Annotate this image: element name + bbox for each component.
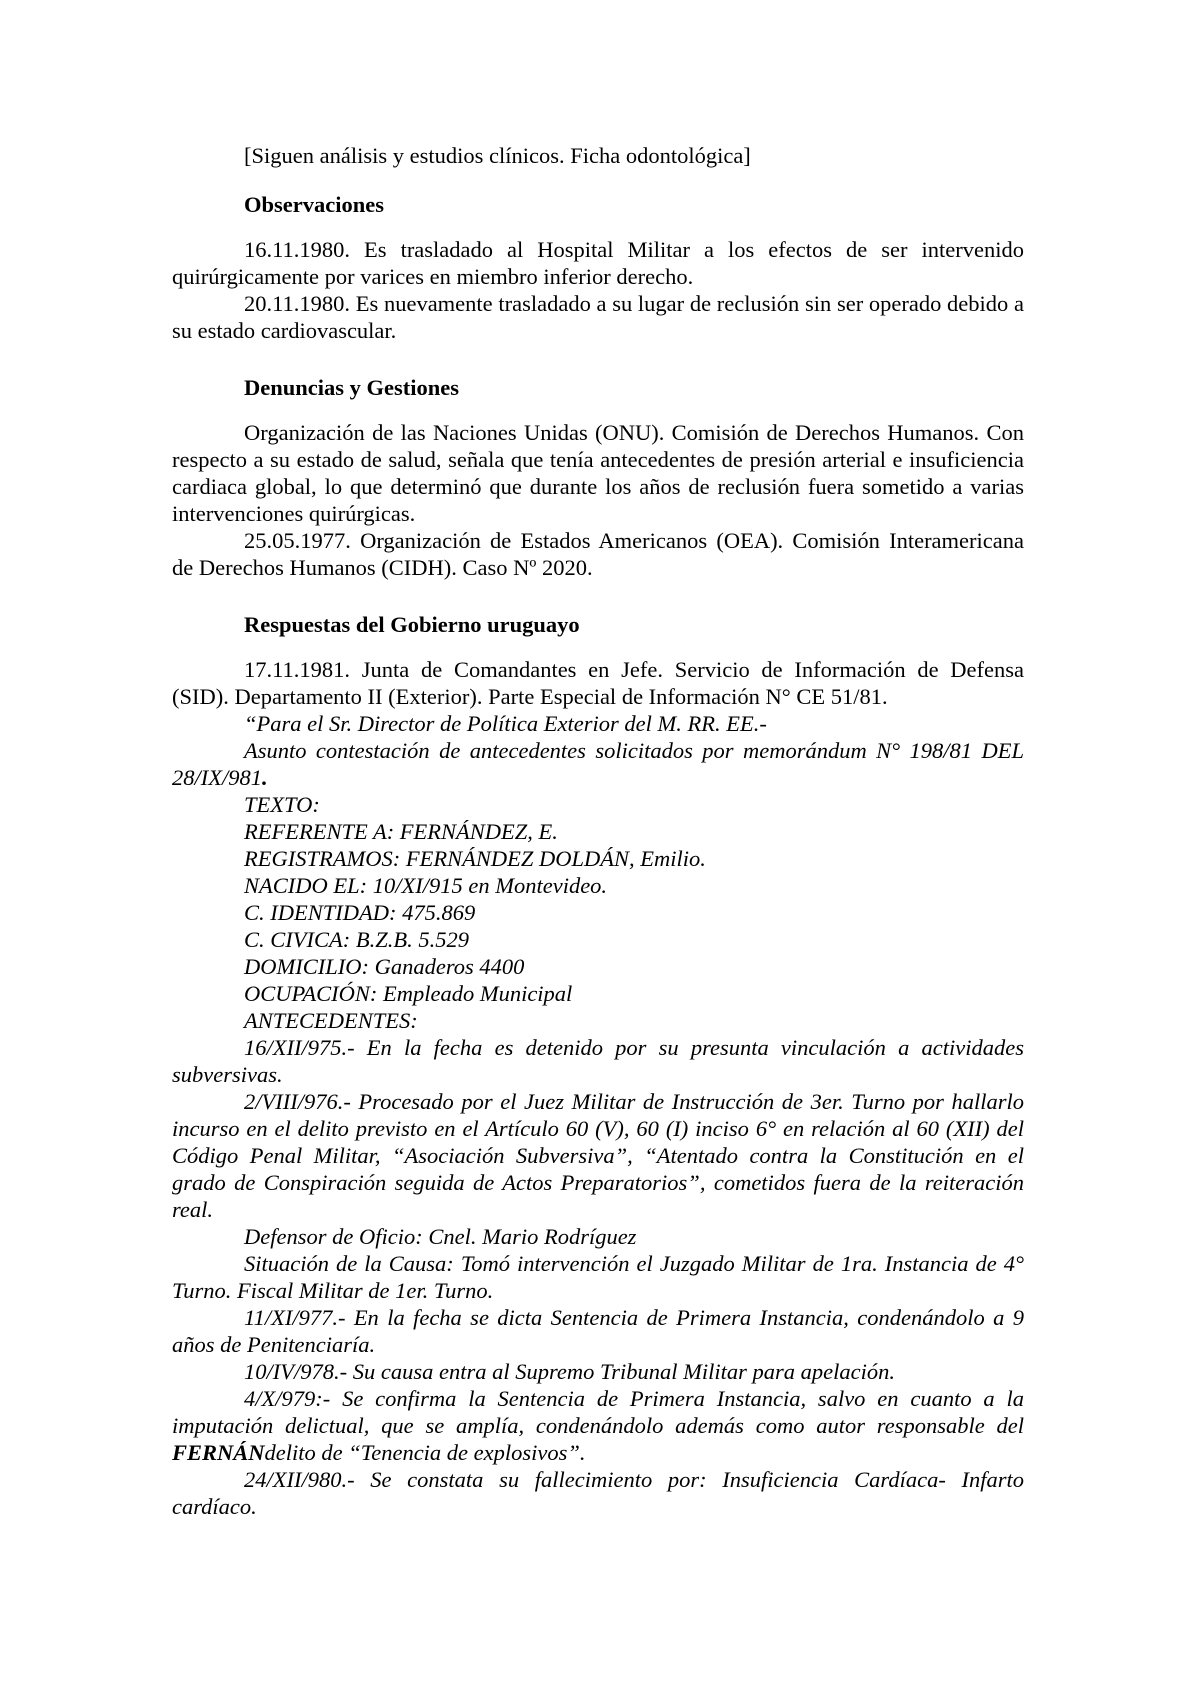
- antecedente-3: 11/XI/977.- En la fecha se dicta Sentencia de Primera Instancia, condenándolo a 9 años de Penitenciaría.: [172, 1305, 1024, 1357]
- denuncia-paragraph-1: Organización de las Naciones Unidas (ONU). Comisión de Derechos Humanos. Con respecto a su estado de salud, señala que tenía antecedentes de presión arterial e insuficiencia cardiaca global, lo que determinó que durante los años de reclusión fuera sometido a varias intervenciones quirúrgicas.: [172, 420, 1024, 526]
- quote-texto: TEXTO:: [244, 792, 320, 817]
- quote-defensor: Defensor de Oficio: Cnel. Mario Rodríguez: [244, 1224, 637, 1249]
- section-heading-respuestas: Respuestas del Gobierno uruguayo: [244, 612, 580, 637]
- quote-registramos: REGISTRAMOS: FERNÁNDEZ DOLDÁN, Emilio.: [244, 846, 706, 871]
- quote-situacion: Situación de la Causa: Tomó intervención el Juzgado Militar de 1ra. Instancia de 4° Turno. Fiscal Militar de 1er. Turno.: [172, 1251, 1024, 1303]
- quote-asunto: [172, 737, 1024, 791]
- antecedente-2: 2/VIII/976.- Procesado por el Juez Militar de Instrucción de 3er. Turno por hallarlo incurso en el delito previsto en el Artículo 60 (V), 60 (I) inciso 6° en relación al 60 (XII) del Código Penal Militar, “Asociación Subversiva”, “Atentado contra la Constitución en el grado de Conspiración seguida de Actos Preparatorios”, cometidos fuera de la reiteración real.: [172, 1089, 1024, 1222]
- antecedente-5-start: 4/X/979:- Se confirma la Sentencia de Primera Instancia, salvo en cuanto a la imputación delictual, que se amplía, condenándolo además como autor responsable del: [172, 1386, 1024, 1438]
- quote-referente: REFERENTE A: FERNÁNDEZ, E.: [244, 819, 558, 844]
- quote-ocupacion: OCUPACIÓN: Empleado Municipal: [244, 981, 573, 1006]
- antecedente-5: [172, 1385, 1024, 1466]
- antecedente-5-end: delito de “Tenencia de explosivos”.: [264, 1440, 586, 1465]
- antecedente-1: 16/XII/975.- En la fecha es detenido por su presunta vinculación a actividades subversivas.: [172, 1035, 1024, 1087]
- intro-note: [Siguen análisis y estudios clínicos. Ficha odontológica]: [244, 143, 751, 168]
- quote-addressee: “Para el Sr. Director de Política Exterior del M. RR. EE.-: [244, 711, 767, 736]
- quote-civica: C. CIVICA: B.Z.B. 5.529: [244, 927, 469, 952]
- antecedente-5-bold: FERNÁN: [172, 1440, 265, 1465]
- document-page: [172, 142, 1024, 1520]
- antecedente-6: 24/XII/980.- Se constata su fallecimiento por: Insuficiencia Cardíaca- Infarto cardíaco.: [172, 1467, 1024, 1519]
- quote-identidad: C. IDENTIDAD: 475.869: [244, 900, 476, 925]
- section-heading-observaciones: Observaciones: [244, 192, 384, 217]
- antecedente-4: 10/IV/978.- Su causa entra al Supremo Tribunal Militar para apelación.: [244, 1359, 896, 1384]
- section-heading-denuncias: Denuncias y Gestiones: [244, 375, 460, 400]
- observacion-paragraph-1: 16.11.1980. Es trasladado al Hospital Militar a los efectos de ser intervenido quirúrgicamente por varices en miembro inferior derecho.: [172, 237, 1024, 289]
- quote-antecedentes-label: ANTECEDENTES:: [244, 1008, 418, 1033]
- denuncia-paragraph-2: 25.05.1977. Organización de Estados Americanos (OEA). Comisión Interamericana de Derechos Humanos (CIDH). Caso Nº 2020.: [172, 528, 1024, 580]
- respuesta-paragraph-1: 17.11.1981. Junta de Comandantes en Jefe. Servicio de Información de Defensa (SID). Departamento II (Exterior). Parte Especial de Información N° CE 51/81.: [172, 657, 1024, 709]
- asunto-period: .: [262, 765, 268, 790]
- quote-domicilio: DOMICILIO: Ganaderos 4400: [244, 954, 525, 979]
- asunto-text: Asunto contestación de antecedentes solicitados por memorándum N° 198/81 DEL 28/IX/981: [172, 738, 1024, 790]
- quote-nacido: NACIDO EL: 10/XI/915 en Montevideo.: [244, 873, 608, 898]
- observacion-paragraph-2: 20.11.1980. Es nuevamente trasladado a su lugar de reclusión sin ser operado debido a su estado cardiovascular.: [172, 291, 1024, 343]
